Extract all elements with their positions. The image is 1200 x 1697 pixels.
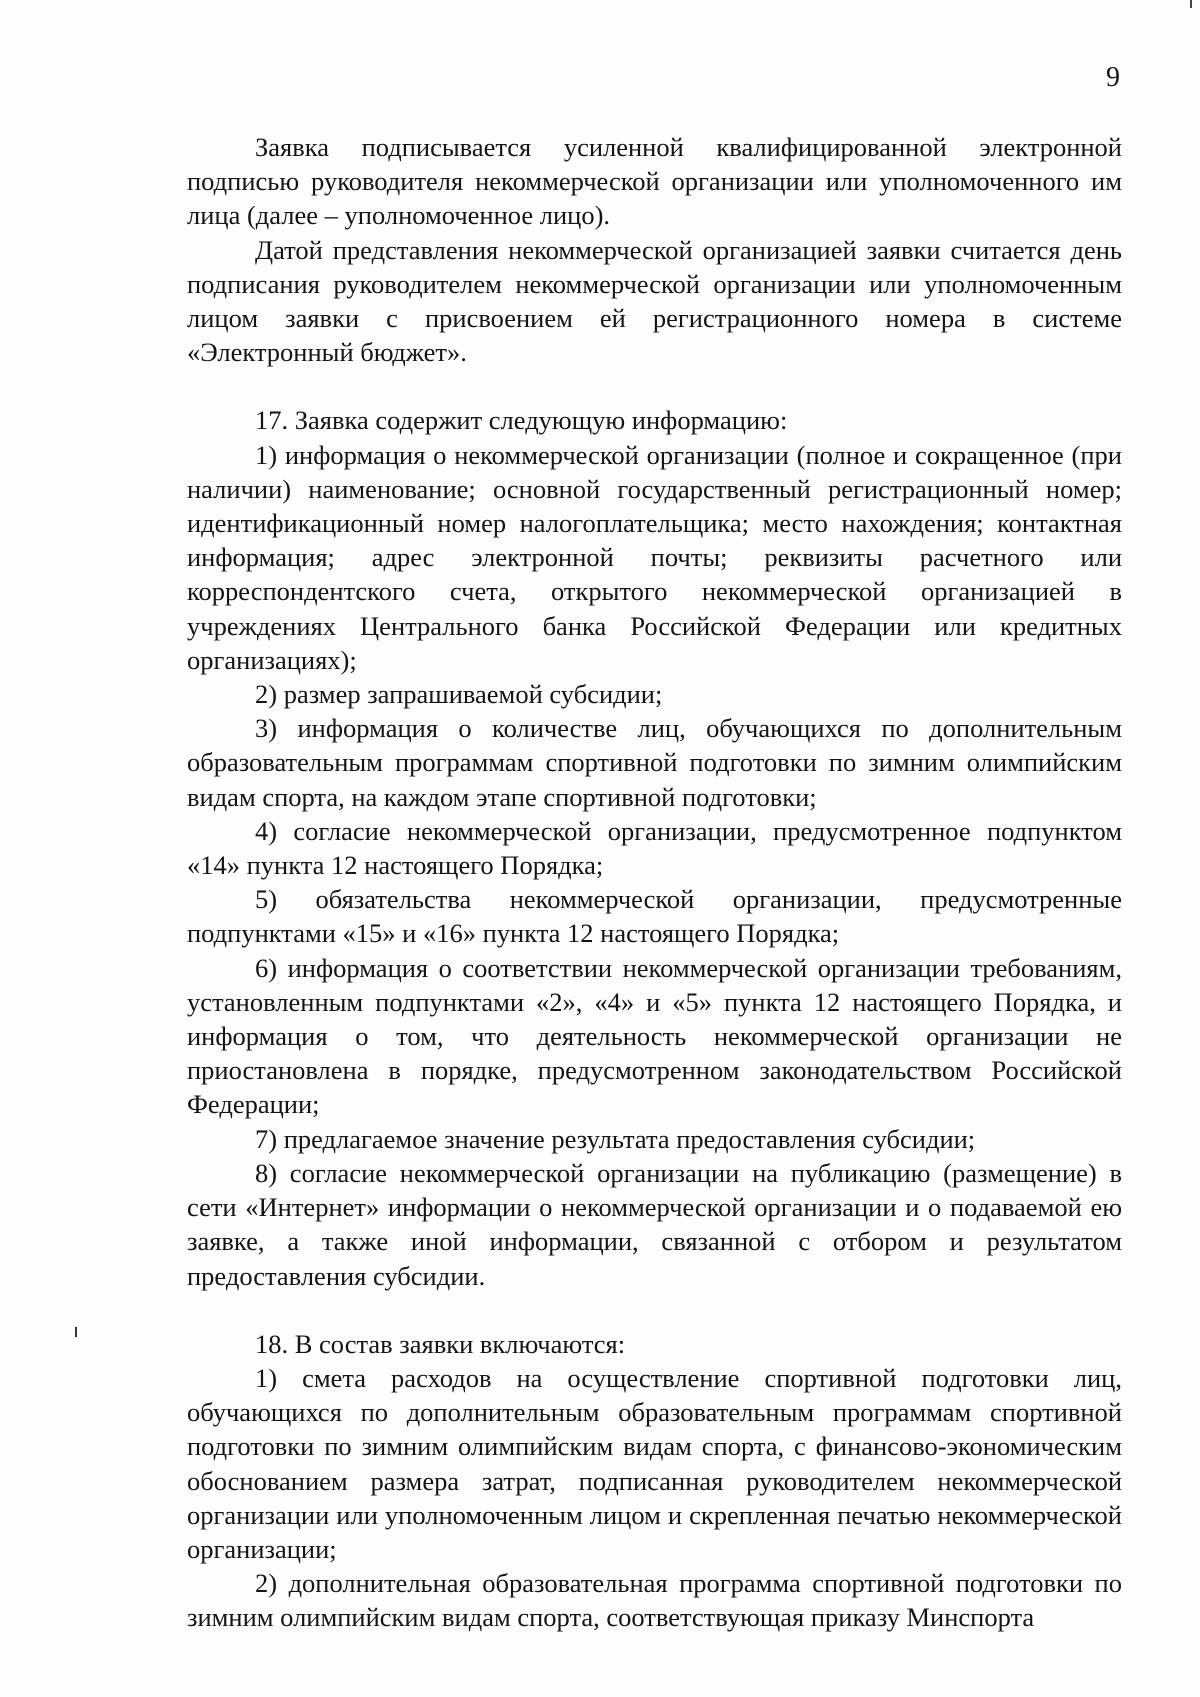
margin-mark xyxy=(75,1327,77,1337)
document-body xyxy=(187,130,1122,1635)
list-item-17-3: 3) информация о количестве лиц, обучающихся по дополнительным образовательным программам спортивной подготовки по зимним олимпийским видам спорта, на каждом этапе спортивной подготовки; xyxy=(187,713,1122,812)
section-17-heading: 17. Заявка содержит следующую информацию: xyxy=(255,405,788,436)
list-item-17-2: 2) размер запрашиваемой субсидии; xyxy=(255,679,663,710)
list-item-17-4: 4) согласие некоммерческой организации, предусмотренное подпунктом «14» пункта 12 настоящего Порядка; xyxy=(187,815,1122,881)
list-item-18-1: 1) смета расходов на осуществление спортивной подготовки лиц, обучающихся по дополнительным образовательным программам спортивной подготовки по зимним олимпийским видам спорта, с финансово-экономическим обоснованием размера затрат, подписанная руководителем некоммерческой организации или уполномоченным лицом и скрепленная печатью некоммерческой организации; xyxy=(187,1362,1122,1564)
scan-mark xyxy=(1190,0,1192,8)
paragraph-signature: Заявка подписывается усиленной квалифицированной электронной подписью руководителя некоммерческой организации или уполномоченного им лица (далее – уполномоченное лицо). xyxy=(187,132,1122,231)
list-item-18-2: 2) дополнительная образовательная программа спортивной подготовки по зимним олимпийским видам спорта, соответствующая приказу Минспорта xyxy=(187,1568,1122,1633)
paragraph-submission-date: Датой представления некоммерческой организацией заявки считается день подписания руководителем некоммерческой организации или уполномоченным лицом заявки с присвоением ей регистрационного номера в системе «Электронный бюджет». xyxy=(187,234,1122,368)
list-item-17-8: 8) согласие некоммерческой организации на публикацию (размещение) в сети «Интернет» информации о некоммерческой организации и о подаваемой ею заявке, а также иной информации, связанной с отбором и результатом предоставления субсидии. xyxy=(187,1157,1122,1291)
list-item-17-6: 6) информация о соответствии некоммерческой организации требованиям, установленным подпунктами «2», «4» и «5» пункта 12 настоящего Порядка, и информация о том, что деятельность некоммерческой организации не приостановлена в порядке, предусмотренном законодательством Российской Федерации; xyxy=(187,952,1122,1120)
section-18-heading: 18. В состав заявки включаются: xyxy=(255,1328,626,1359)
page-number: 9 xyxy=(1106,62,1120,93)
list-item-17-1: 1) информация о некоммерческой организации (полное и сокращенное (при наличии) наименование; основной государственный регистрационный номер; идентификационный номер налогоплательщика; место нахождения; контактная информация; адрес электронной почты; реквизиты расчетного или корреспондентского счета, открытого некоммерческой организацией в учреждениях Центрального банка Российской Федерации или кредитных организациях); xyxy=(187,439,1122,675)
list-item-17-7: 7) предлагаемое значение результата предоставления субсидии; xyxy=(255,1123,976,1154)
list-item-17-5: 5) обязательства некоммерческой организации, предусмотренные подпунктами «15» и «16» пункта 12 настоящего Порядка; xyxy=(187,884,1122,949)
